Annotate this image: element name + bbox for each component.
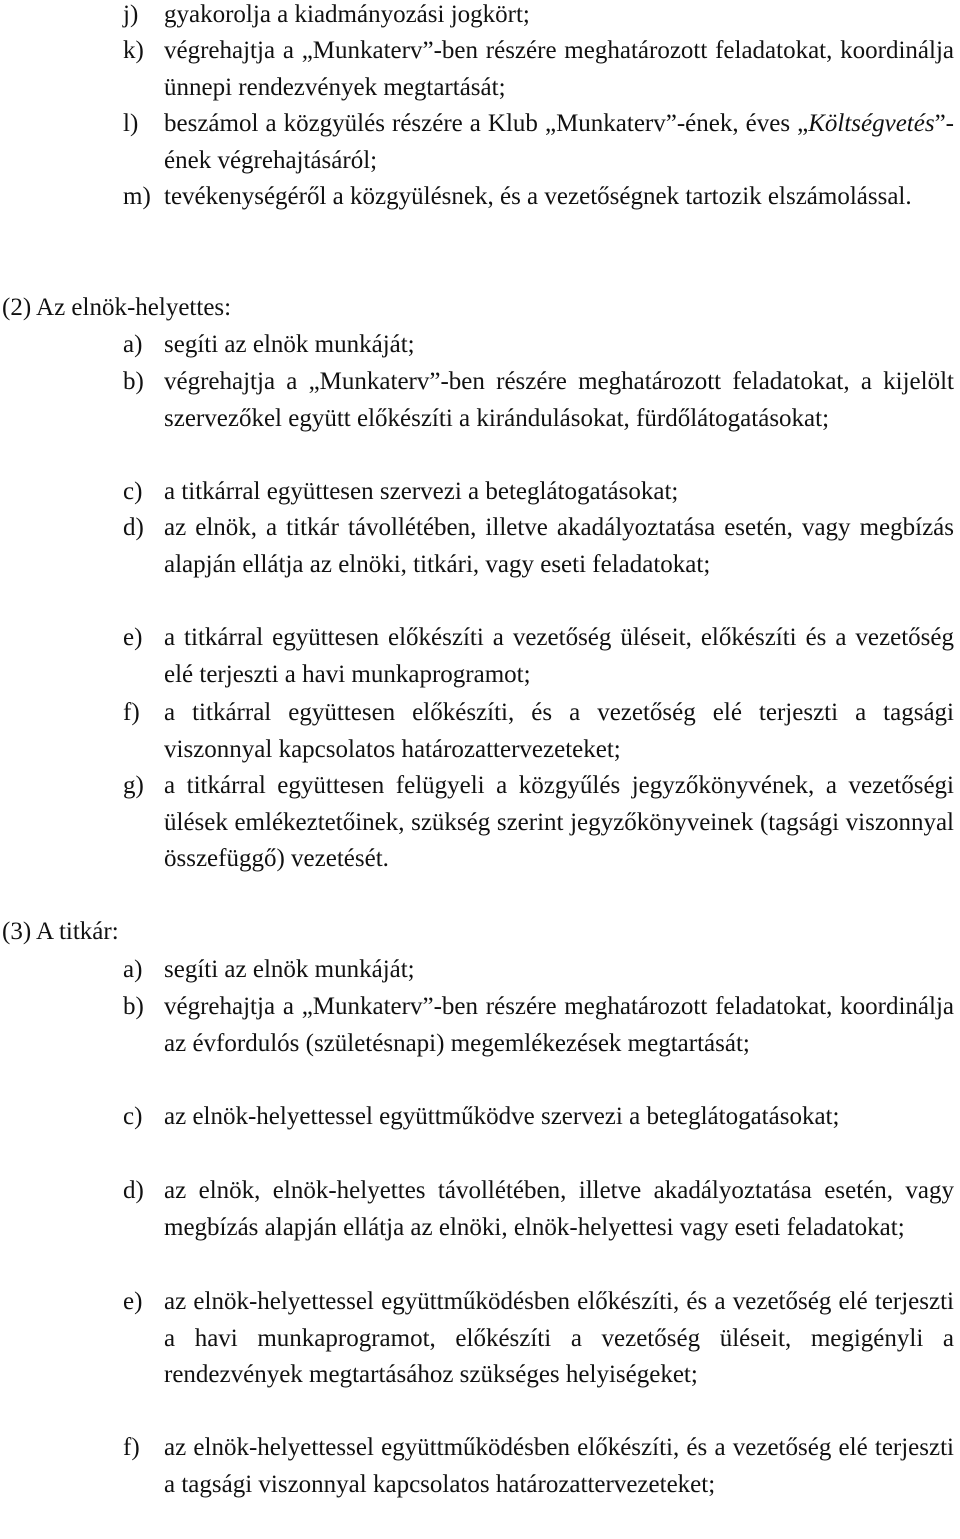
- item-text: végrehajtja a „Munkaterv”-ben részére meghatározott feladatokat, a kijelölt szervezőkel együtt előkészíti a kirándulásokat, fürdőlátogatásokat;: [164, 368, 954, 432]
- item-marker: f): [123, 699, 140, 726]
- list-item: [123, 1284, 954, 1394]
- item-text: segíti az elnök munkáját;: [164, 956, 415, 983]
- item-text: az elnök-helyettessel együttműködve szervezi a beteglátogatásokat;: [164, 1103, 840, 1130]
- item-text-part: ”-ének végrehajtásáról;: [164, 110, 954, 174]
- section-heading: (3) A titkár:: [2, 918, 119, 945]
- list-item: [123, 620, 954, 693]
- item-marker: m): [123, 183, 151, 210]
- item-text-part: beszámol a közgyülés részére a Klub „Munkaterv”-ének, éves „: [164, 110, 809, 137]
- item-marker: e): [123, 624, 143, 651]
- item-text: az elnök-helyettessel együttműködésben előkészíti, és a vezetőség elé terjeszti a tagsági viszonnyal kapcsolatos határozattervezeteket;: [164, 1434, 954, 1498]
- item-marker: b): [123, 993, 144, 1020]
- item-marker: b): [123, 368, 144, 395]
- item-marker: j): [123, 1, 139, 28]
- item-marker: d): [123, 1177, 144, 1204]
- list-item: [123, 1173, 954, 1246]
- item-marker: f): [123, 1434, 140, 1461]
- item-text: gyakorolja a kiadmányozási jogkört;: [164, 1, 530, 28]
- list-item: [123, 106, 954, 179]
- item-text: az elnök-helyettessel együttműködésben előkészíti, és a vezetőség elé terjeszti a havi munkaprogramot, előkészíti a vezetőség üléseit, megigényli a rendezvények megtartásához szükséges helyiségeket;: [164, 1288, 954, 1388]
- item-text: az elnök, elnök-helyettes távollétében, illetve akadályoztatása esetén, vagy megbízás alapján ellátja az elnöki, elnök-helyettesi vagy eseti feladatokat;: [164, 1177, 954, 1241]
- list-item: [123, 695, 954, 768]
- item-text: tevékenységéről a közgyülésnek, és a vezetőségnek tartozik elszámolással.: [164, 183, 912, 210]
- item-marker: a): [123, 331, 143, 358]
- list-item: [123, 952, 954, 989]
- item-marker: c): [123, 1103, 143, 1130]
- item-text: segíti az elnök munkáját;: [164, 331, 415, 358]
- item-marker: k): [123, 37, 144, 64]
- item-text: végrehajtja a „Munkaterv”-ben részére meghatározott feladatokat, koordinálja az évfordulós (születésnapi) megemlékezések megtartását;: [164, 993, 954, 1057]
- list-item: [123, 768, 954, 878]
- item-marker: c): [123, 478, 143, 505]
- item-text: végrehajtja a „Munkaterv”-ben részére meghatározott feladatokat, koordinálja ünnepi rendezvények megtartását;: [164, 37, 954, 101]
- list-item: [123, 989, 954, 1062]
- list-item: [123, 33, 954, 106]
- list-item: [123, 179, 954, 216]
- item-marker: l): [123, 110, 139, 137]
- item-marker: g): [123, 772, 144, 799]
- item-text: a titkárral együttesen felügyeli a közgyűlés jegyzőkönyvének, a vezetőségi ülések emlékeztetőinek, szükség szerint jegyzőkönyveinek (tagsági viszonnyal összefüggő) vezetését.: [164, 772, 954, 872]
- list-item: [123, 0, 954, 34]
- item-text: [164, 106, 954, 179]
- item-text: az elnök, a titkár távollétében, illetve akadályoztatása esetén, vagy megbízás alapján ellátja az elnöki, titkári, vagy eseti feladatokat;: [164, 514, 954, 578]
- list-item: [123, 327, 954, 364]
- list-item: [123, 1099, 954, 1136]
- item-text: a titkárral együttesen szervezi a beteglátogatásokat;: [164, 478, 679, 505]
- list-item: [123, 474, 954, 511]
- item-text-italic: Költségvetés: [808, 110, 935, 137]
- item-marker: a): [123, 956, 143, 983]
- item-text: a titkárral együttesen előkészíti a vezetőség üléseit, előkészíti és a vezetőség elé terjeszti a havi munkaprogramot;: [164, 624, 954, 688]
- list-item: [123, 364, 954, 437]
- item-marker: e): [123, 1288, 143, 1315]
- list-item: [123, 510, 954, 583]
- item-marker: d): [123, 514, 144, 541]
- section-heading: (2) Az elnök-helyettes:: [2, 294, 232, 321]
- item-text: a titkárral együttesen előkészíti, és a vezetőség elé terjeszti a tagsági viszonnyal kapcsolatos határozattervezeteket;: [164, 699, 954, 763]
- list-item: [123, 1430, 954, 1503]
